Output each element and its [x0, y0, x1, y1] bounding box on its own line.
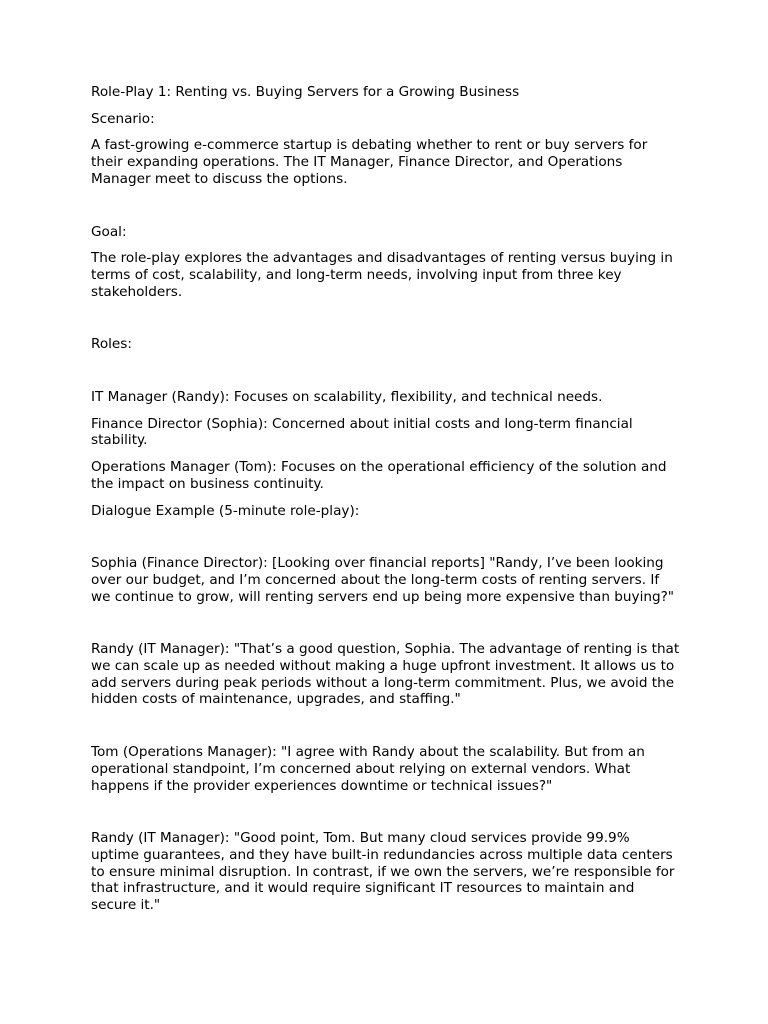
role-item: IT Manager (Randy): Focuses on scalability, flexibility, and technical needs. — [91, 389, 603, 406]
dialogue-line: Randy (IT Manager): "Good point, Tom. But many cloud services provide 99.9% uptime guarantees, and they have built-in redundancies across multiple data centers to ensure minimal disruption. In contrast, if we own the servers, we’re responsible for that infrastructure, and it would require significant IT resources to maintain and secure it." — [91, 830, 675, 914]
dialogue-label: Dialogue Example (5-minute role-play): — [91, 502, 360, 519]
role-item: Operations Manager (Tom): Focuses on the operational efficiency of the solution and the impact on business continuity. — [91, 459, 667, 492]
scenario-text: A fast-growing e-commerce startup is debating whether to rent or buy servers for their expanding operations. The IT Manager, Finance Director, and Operations Manager meet to discuss the options. — [91, 137, 648, 187]
dialogue-line: Sophia (Finance Director): [Looking over financial reports] "Randy, I’ve been looking over our budget, and I’m concerned about the long-term costs of renting servers. If we continue to grow, will renting servers end up being more expensive than buying?" — [91, 555, 675, 605]
dialogue-line: Tom (Operations Manager): "I agree with Randy about the scalability. But from an operational standpoint, I’m concerned about relying on external vendors. What happens if the provider experiences downtime or technical issues?" — [91, 744, 645, 794]
scenario-label: Scenario: — [91, 110, 155, 127]
role-item: Finance Director (Sophia): Concerned about initial costs and long-term financial stability. — [91, 415, 633, 449]
document-title: Role-Play 1: Renting vs. Buying Servers for a Growing Business — [91, 84, 520, 100]
roles-label: Roles: — [91, 336, 132, 353]
document-page — [91, 84, 681, 914]
goal-text: The role-play explores the advantages and disadvantages of renting versus buying in terms of cost, scalability, and long-term needs, involving input from three key stakeholders. — [91, 250, 673, 300]
goal-label: Goal: — [91, 223, 127, 240]
dialogue-line: Randy (IT Manager): "That’s a good question, Sophia. The advantage of renting is that we can scale up as needed without making a huge upfront investment. It allows us to add servers during peak periods without a long-term commitment. Plus, we avoid the hidden costs of maintenance, upgrades, and staffing." — [91, 641, 680, 708]
